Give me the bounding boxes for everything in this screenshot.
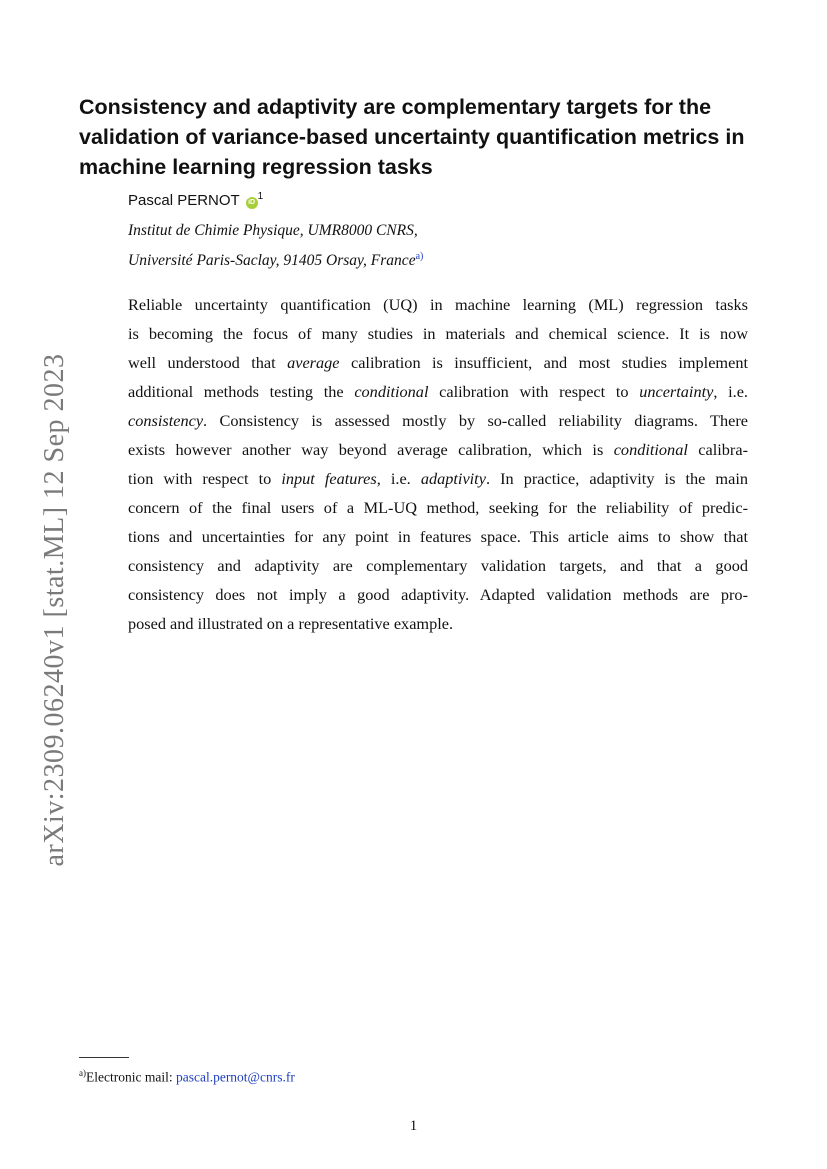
abstract-text: posed and illustrated on a representative example. (128, 614, 454, 633)
abstract-emphasis: adaptivity (420, 469, 486, 488)
abstract-line (128, 493, 748, 522)
footnote-label: Electronic mail: (86, 1069, 176, 1085)
abstract-emphasis: uncertainty (639, 382, 714, 401)
footnote-mark: a) (79, 1068, 86, 1078)
abstract-text: Reliable uncertainty quantification (UQ) in machine learning (ML) regression tasks (128, 295, 748, 314)
abstract-text: calibration is insufficient, and most studies implement (339, 353, 748, 372)
email-link[interactable]: pascal.pernot@cnrs.fr (175, 1069, 295, 1085)
abstract-line (128, 522, 748, 551)
affiliation-line-1: Institut de Chimie Physique, UMR8000 CNRS, (128, 222, 418, 239)
affiliation-line-2 (128, 251, 423, 270)
page-number: 1 (409, 1118, 418, 1134)
abstract-text: consistency and adaptivity are complementary validation targets, and that a good (128, 556, 748, 575)
author-line (128, 191, 263, 209)
abstract-text: . Consistency is assessed mostly by so-called reliability diagrams. There (203, 411, 748, 430)
abstract-text: calibra- (687, 440, 749, 459)
abstract-text: is becoming the focus of many studies in materials and chemical science. It is now (128, 324, 748, 343)
abstract-line (128, 348, 748, 377)
abstract-line (128, 580, 748, 609)
abstract-text: , i.e. (713, 382, 748, 401)
abstract-text: calibration with respect to (428, 382, 640, 401)
abstract-text: tion with respect to (128, 469, 282, 488)
author-name: Pascal PERNOT (128, 192, 240, 209)
abstract-text: . In practice, adaptivity is the main (485, 469, 748, 488)
abstract (128, 290, 748, 638)
arxiv-identifier: arXiv:2309.06240v1 [stat.ML] 12 Sep 2023 (39, 353, 70, 867)
abstract-text: additional methods testing the (128, 382, 355, 401)
abstract-line (128, 551, 748, 580)
abstract-line (128, 319, 748, 348)
abstract-emphasis: conditional (354, 382, 429, 401)
abstract-line (128, 464, 748, 493)
paper-title: Consistency and adaptivity are complementary targets for the validation of variance-based uncertainty quantification metrics in machine learning regression tasks (79, 95, 745, 179)
abstract-emphasis: conditional (613, 440, 688, 459)
abstract-text: concern of the final users of a ML-UQ method, seeking for the reliability of predic- (128, 498, 748, 517)
abstract-line (128, 609, 748, 638)
abstract-emphasis: input features (281, 469, 377, 488)
author-affiliation-mark: 1 (257, 191, 264, 202)
abstract-line (128, 435, 748, 464)
abstract-line (128, 406, 748, 435)
abstract-text: consistency does not imply a good adaptivity. Adapted validation methods are pro- (128, 585, 748, 604)
footnote (79, 1068, 295, 1086)
abstract-text: tions and uncertainties for any point in features space. This article aims to show that (128, 527, 748, 546)
abstract-text: well understood that (128, 353, 288, 372)
abstract-emphasis: average (287, 353, 340, 372)
abstract-emphasis: consistency (128, 411, 204, 430)
abstract-text: exists however another way beyond average calibration, which is (128, 440, 614, 459)
abstract-line (128, 377, 748, 406)
footnote-rule (79, 1057, 129, 1058)
abstract-line (128, 290, 748, 319)
orcid-icon[interactable]: iD (246, 197, 258, 209)
footnote-reference[interactable]: a) (415, 251, 424, 262)
abstract-text: , i.e. (376, 469, 421, 488)
affiliation-address: Université Paris-Saclay, 91405 Orsay, France (128, 252, 416, 270)
